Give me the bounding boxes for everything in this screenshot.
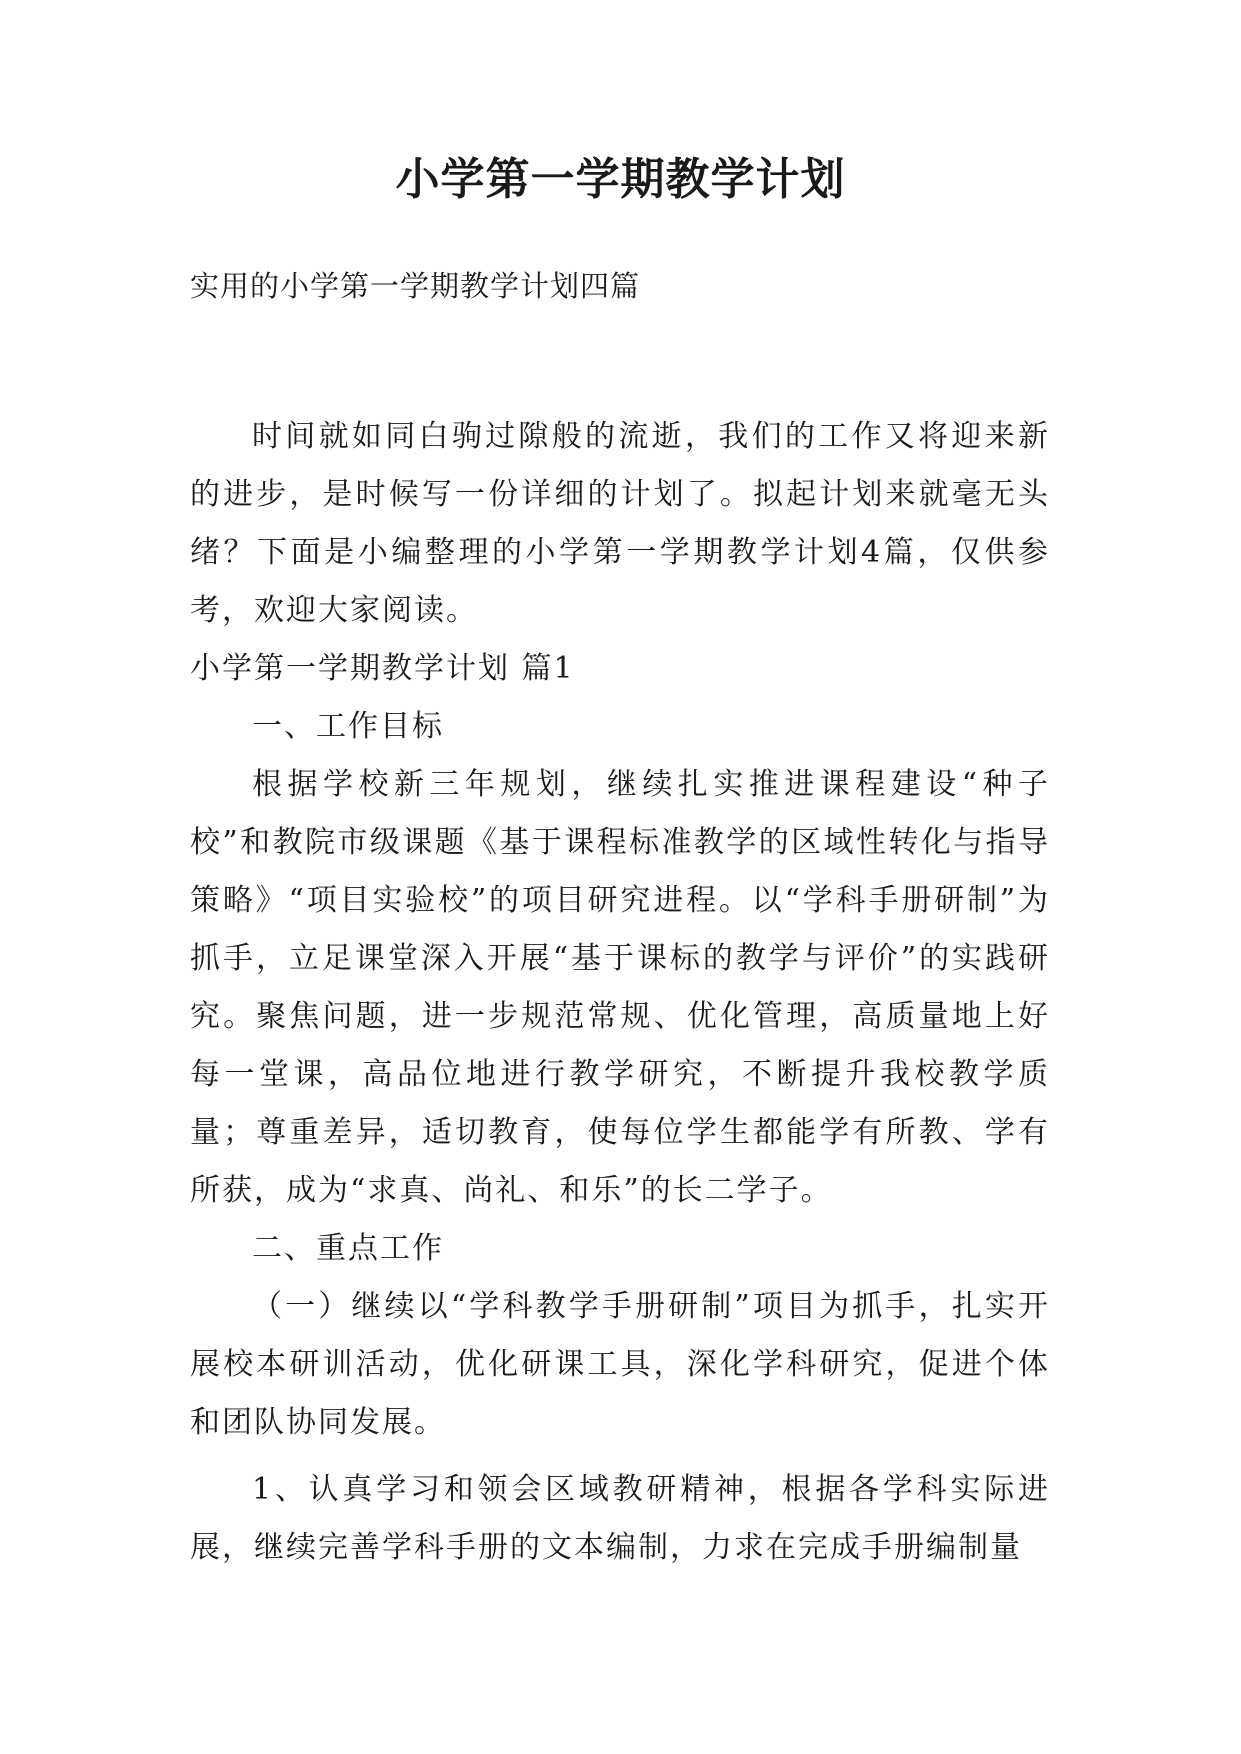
document-subtitle: 实用的小学第一学期教学计划四篇 — [190, 269, 641, 303]
part2-subsection-paragraph: （一）继续以“学科教学手册研制”项目为抓手，扎实开展校本研训活动，优化研课工具，深化学科研究，促进个体和团队协同发展。 — [190, 1289, 1050, 1440]
document-body — [190, 408, 1050, 1577]
part1-heading: 一、工作目标 — [252, 709, 444, 744]
intro-paragraph: 时间就如同白驹过隙般的流逝，我们的工作又将迎来新的进步，是时候写一份详细的计划了。拟起计划来就毫无头绪？下面是小编整理的小学第一学期教学计划4篇，仅供参考，欢迎大家阅读。 — [190, 419, 1050, 628]
part2-heading: 二、重点工作 — [252, 1231, 444, 1266]
section-title: 小学第一学期教学计划 篇1 — [190, 651, 575, 686]
part1-paragraph: 根据学校新三年规划，继续扎实推进课程建设“种子校”和教院市级课题《基于课程标准教学的区域性转化与指导策略》“项目实验校”的项目研究进程。以“学科手册研制”为抓手，立足课堂深入开展“基于课标的教学与评价”的实践研究。聚焦问题，进一步规范常规、优化管理，高质量地上好每一堂课，高品位地进行教学研究，不断提升我校教学质量；尊重差异，适切教育，使每位学生都能学有所教、学有所获，成为“求真、尚礼、和乐”的长二学子。 — [190, 767, 1050, 1208]
part2-item-paragraph: 1、认真学习和领会区域教研精神，根据各学科实际进展，继续完善学科手册的文本编制，力求在完成手册编制量 — [190, 1472, 1050, 1565]
document-title: 小学第一学期教学计划 — [395, 154, 846, 205]
